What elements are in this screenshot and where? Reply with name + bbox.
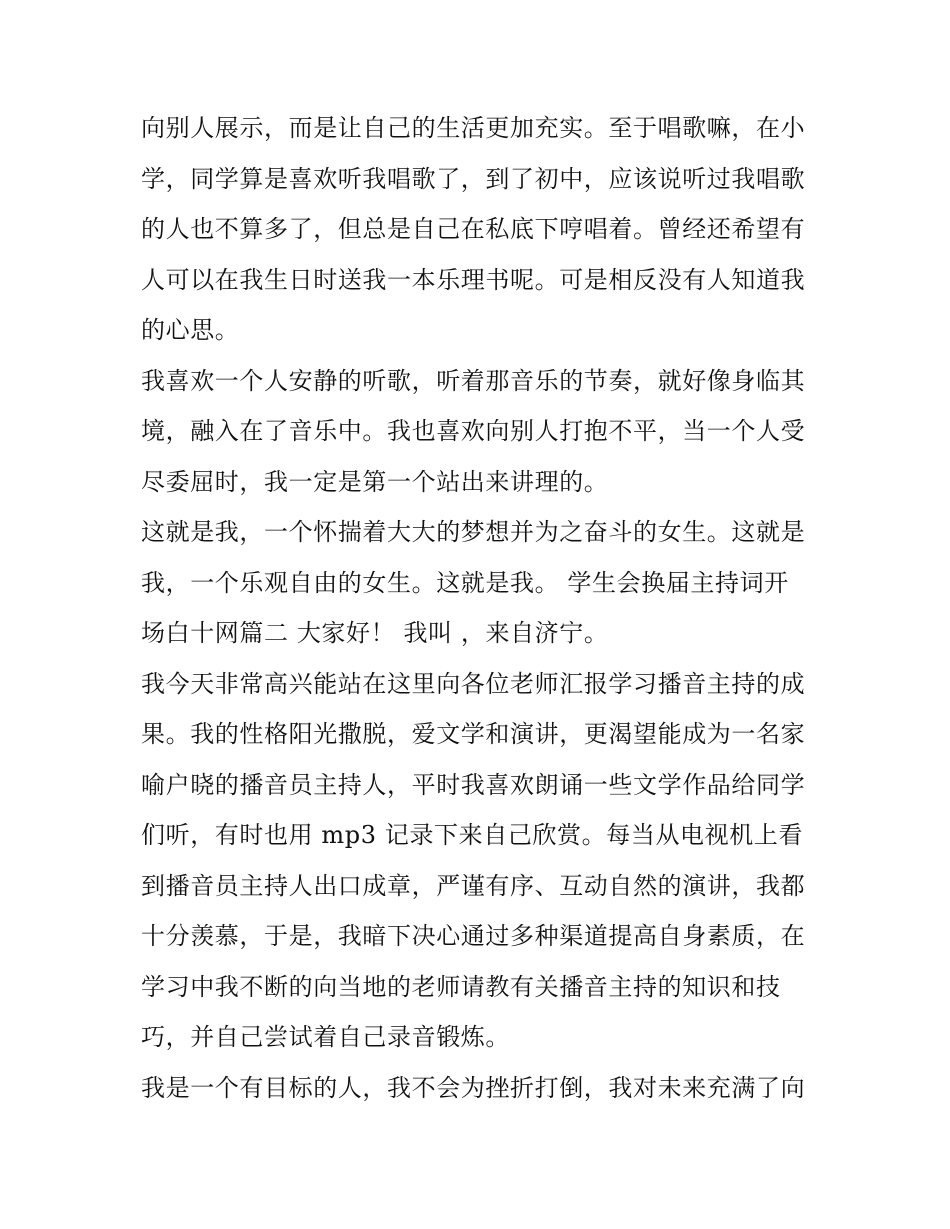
- text-line: 向别人展示，而是让自己的生活更加充实。至于唱歌嘛，在小: [141, 114, 806, 142]
- text-line: 到播音员主持人出口成章，严谨有序、互动自然的演讲，我都: [141, 871, 806, 900]
- text-line: 场白十网篇二 大家好！ 我叫 ，来自济宁。: [141, 619, 609, 647]
- text-line: 人可以在我生日时送我一本乐理书呢。可是相反没有人知道我: [141, 265, 806, 294]
- text-line: 学习中我不断的向当地的老师请教有关播音主持的知识和技: [141, 972, 781, 1001]
- paragraph: [141, 1063, 811, 1114]
- text-line: 境，融入在了音乐中。我也喜欢向别人打抱不平，当一个人受: [141, 417, 806, 445]
- paragraph: [141, 659, 811, 1063]
- document-body: [141, 103, 811, 1113]
- text-line: 巧，并自己尝试着自己录音锻炼。: [141, 1023, 510, 1051]
- text-line: 们听，有时也用 mp3 记录下来自己欣赏。每当从电视机上看: [141, 821, 804, 849]
- paragraph: [141, 507, 811, 659]
- paragraph: [141, 356, 811, 508]
- text-line: 这就是我，一个怀揣着大大的梦想并为之奋斗的女生。这就是: [141, 518, 806, 546]
- text-line: 我是一个有目标的人，我不会为挫折打倒，我对未来充满了向: [141, 1073, 806, 1102]
- text-line: 的人也不算多了，但总是自己在私底下哼唱着。曾经还希望有: [141, 215, 806, 243]
- text-line: 尽委屈时，我一定是第一个站出来讲理的。: [141, 467, 609, 496]
- text-line: 我今天非常高兴能站在这里向各位老师汇报学习播音主持的成: [141, 669, 806, 698]
- text-line: 我喜欢一个人安静的听歌，听着那音乐的节奏，就好像身临其: [141, 366, 806, 395]
- text-line: 果。我的性格阳光撒脱，爱文学和演讲，更渴望能成为一名家: [141, 720, 806, 748]
- text-line: 喻户晓的播音员主持人，平时我喜欢朗诵一些文学作品给同学: [141, 770, 806, 799]
- text-line: 十分羡慕，于是，我暗下决心通过多种渠道提高自身素质，在: [141, 922, 806, 950]
- text-line: 我，一个乐观自由的女生。这就是我。 学生会换届主持词开: [141, 568, 789, 597]
- text-line: 的心思。: [141, 316, 240, 344]
- paragraph: [141, 103, 811, 356]
- text-line: 学，同学算是喜欢听我唱歌了，到了初中，应该说听过我唱歌: [141, 164, 806, 193]
